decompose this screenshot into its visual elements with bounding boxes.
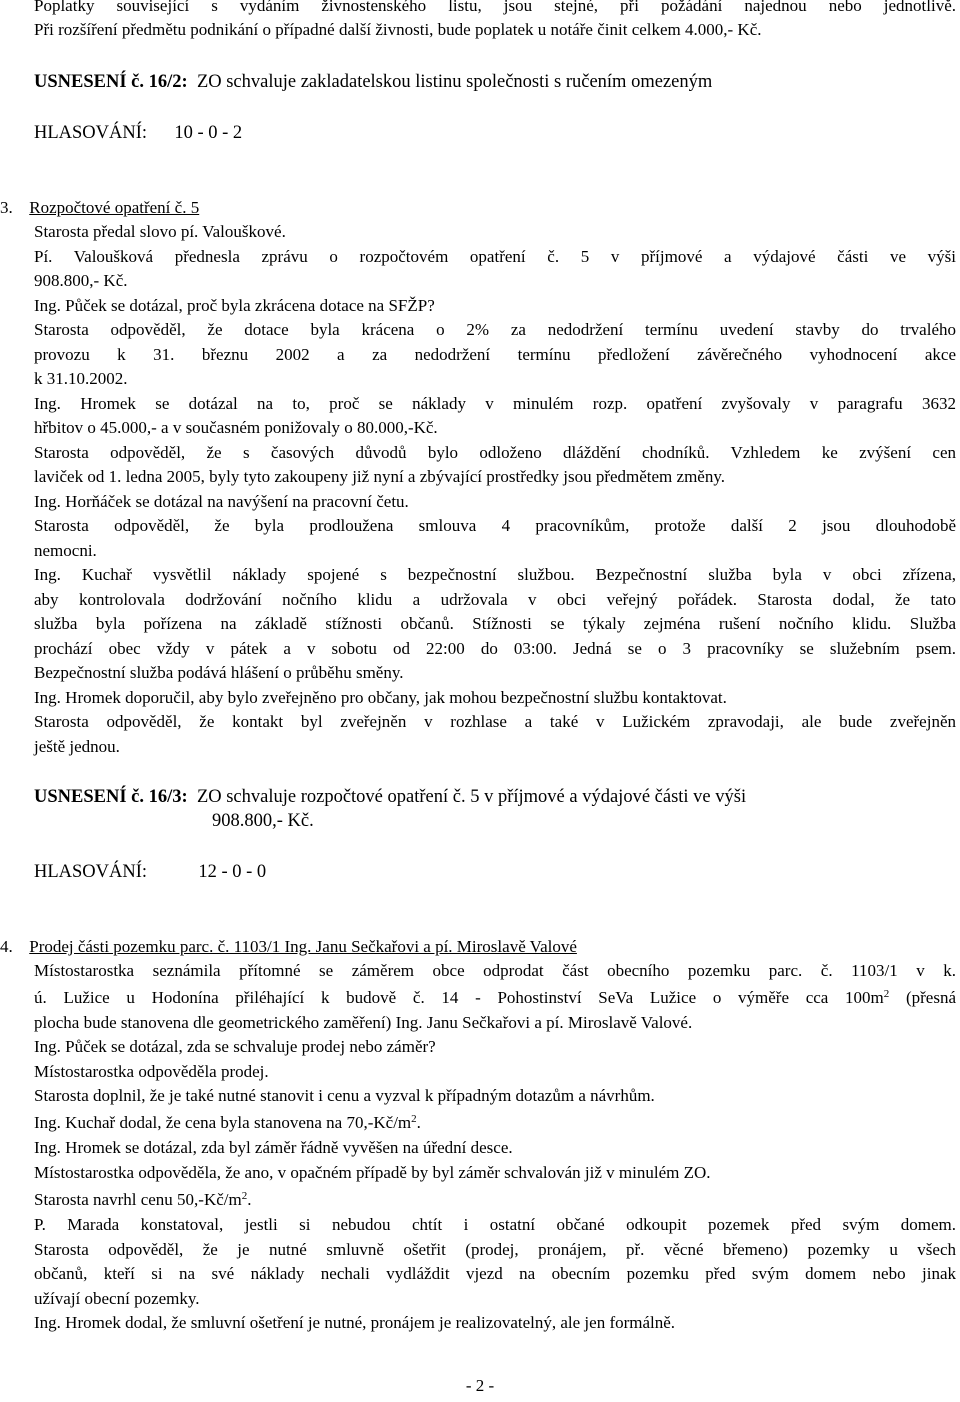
- paragraph-line: Ing. Hromek se dotázal na to, proč se náklady v minulém rozp. opatření zvyšovaly v paragrafu 3632: [34, 394, 956, 413]
- vote-16-3: [34, 860, 266, 885]
- paragraph-line: služba byla pořízena na základě stížnosti občanů. Stížnosti se týkaly zejména rušení nočního klidu. Služba: [34, 614, 956, 633]
- paragraph-line: Ing. Hromek doporučil, aby bylo zveřejněno pro občany, jak mohou bezpečnostní službu kontaktovat.: [34, 688, 727, 707]
- vote-label: HLASOVÁNÍ:: [34, 123, 148, 143]
- paragraph-line: prochází obec vždy v pátek a v sobotu od 22:00 do 03:00. Jedná se o 3 pracovníky se služebním psem.: [34, 639, 956, 658]
- paragraph-line: Ing. Půček se dotázal, proč byla zkrácena dotace na SFŽP?: [34, 296, 435, 315]
- paragraph-line: Ing. Kuchař vysvětlil náklady spojené s bezpečnostní službou. Bezpečnostní služba byla v obci zřízena,: [34, 565, 956, 584]
- paragraph-line: laviček od 1. ledna 2005, byly tyto zakoupeny již nyní a zbývající prostředky jsou předmětem změny.: [34, 467, 725, 486]
- intro-line: Poplatky související s vydáním živnostenského listu, jsou stejné, při požádání najednou nebo jednotlivě.: [34, 0, 956, 15]
- paragraph-line: Starosta odpověděl, že byla prodloužena smlouva 4 pracovníkům, protože další 2 jsou dlouhodobě: [34, 516, 956, 535]
- text-span: ú. Lužice u Hodonína přiléhající k budově č. 14 - Pohostinství SeVa Lužice o výměře cca 100m: [34, 988, 884, 1007]
- resolution-label: USNESENÍ č. 16/3:: [34, 787, 188, 807]
- item-title: Prodej části pozemku parc. č. 1103/1 Ing. Janu Sečkařovi a pí. Miroslavě Valové: [29, 937, 577, 956]
- paragraph-line: k 31.10.2002.: [34, 369, 128, 388]
- paragraph-line: 908.800,- Kč.: [34, 271, 128, 290]
- superscript: 2: [241, 1190, 248, 1202]
- superscript: 2: [883, 988, 890, 1000]
- superscript: 2: [411, 1113, 417, 1125]
- resolution-label: USNESENÍ č. 16/2:: [34, 72, 188, 92]
- vote-label: HLASOVÁNÍ:: [34, 862, 148, 882]
- text-span: Ing. Kuchař dodal, že cena byla stanovena na 70,-Kč/m: [34, 1113, 412, 1132]
- item-3-heading: [0, 196, 199, 221]
- paragraph-line: Starosta předal slovo pí. Valouškové.: [34, 222, 286, 241]
- paragraph-line: Starosta odpověděl, že je nutné smluvně ošetřit (prodej, pronájem, př. věcné břemeno) pozemky u všech: [34, 1240, 956, 1259]
- paragraph-line: [34, 1111, 421, 1136]
- resolution-text: ZO schvaluje rozpočtové opatření č. 5 v příjmové a výdajové části ve výši: [196, 787, 747, 807]
- paragraph-line: Ing. Horňáček se dotázal na navýšení na pracovní četu.: [34, 492, 409, 511]
- paragraph-line: provozu k 31. březnu 2002 a za nedodržení termínu předložení závěrečného vyhodnocení akce: [34, 345, 956, 364]
- resolution-16-2: [34, 70, 712, 95]
- paragraph-line: plocha bude stanovena dle geometrického zaměření) Ing. Janu Sečkařovi a pí. Miroslavě Valové.: [34, 1013, 693, 1032]
- paragraph-line: Starosta doplnil, že je také nutné stanovit i cenu a vyzval k případným dotazům a návrhům.: [34, 1086, 655, 1105]
- paragraph-line: užívají obecní pozemky.: [34, 1289, 200, 1308]
- intro-line: Při rozšíření předmětu podnikání o případné další živnosti, bude poplatek u notáře činit celkem 4.000,- Kč.: [34, 20, 762, 39]
- paragraph-line: Ing. Hromek se dotázal, zda byl záměr řádně vyvěšen na úřední desce.: [34, 1138, 513, 1157]
- text-span: Starosta navrhl cenu 50,-Kč/m: [34, 1190, 242, 1209]
- paragraph-line: nemocni.: [34, 541, 97, 560]
- text-span: .: [247, 1190, 252, 1209]
- paragraph-line: Bezpečnostní služba podává hlášení o průběhu směny.: [34, 663, 404, 682]
- paragraph-line: aby kontrolovala dodržování nočního klidu a udržovala v obci veřejný pořádek. Starosta dodal, že tato: [34, 590, 956, 609]
- item-number: 3.: [0, 198, 13, 217]
- item-4-heading: [0, 935, 577, 960]
- vote-result: 12 - 0 - 0: [198, 862, 267, 882]
- item-title: Rozpočtové opatření č. 5: [29, 198, 200, 217]
- resolution-text: ZO schvaluje zakladatelskou listinu společnosti s ručením omezeným: [196, 72, 713, 92]
- paragraph-line: Starosta odpověděl, že s časových důvodů bylo odloženo dláždění chodníků. Vzhledem ke zvýšení cen: [34, 443, 956, 462]
- paragraph-line: Starosta odpověděl, že dotace byla krácena o 2% za nedodržení termínu uvedení stavby do trvalého: [34, 320, 956, 339]
- paragraph-line: ještě jednou.: [34, 737, 120, 756]
- paragraph-line: P. Marada konstatoval, jestli si nebudou chtít i ostatní občané odkoupit pozemek před svým domem.: [34, 1215, 956, 1234]
- paragraph-line: Pí. Valoušková přednesla zprávu o rozpočtovém opatření č. 5 v příjmové a výdajové části ve výši: [34, 247, 956, 266]
- vote-16-2: [34, 121, 242, 146]
- paragraph-line: Místostarostka seznámila přítomné se záměrem obce odprodat část obecního pozemku parc. č. 1103/1 v k.: [34, 961, 956, 980]
- paragraph-line: občanů, kteří si na své náklady nechali vydláždit vjezd na obecním pozemku před svým domem nebo jinak: [34, 1264, 956, 1283]
- text-span: (přesná: [889, 988, 956, 1007]
- item-number: 4.: [0, 937, 13, 956]
- text-span: .: [416, 1113, 421, 1132]
- paragraph-line: hřbitov o 45.000,- a v současném ponižovaly o 80.000,-Kč.: [34, 418, 438, 437]
- resolution-16-3: [34, 785, 746, 810]
- paragraph-line: [34, 1188, 251, 1213]
- paragraph-line: Místostarostka odpověděla, že ano, v opačném případě by byl záměr schvalován již v minulém ZO.: [34, 1163, 711, 1182]
- vote-result: 10 - 0 - 2: [174, 123, 243, 143]
- paragraph-line: Ing. Půček se dotázal, zda se schvaluje prodej nebo záměr?: [34, 1037, 436, 1056]
- page-number: - 2 -: [465, 1376, 495, 1395]
- paragraph-line: Místostarostka odpověděla prodej.: [34, 1062, 269, 1081]
- resolution-text-cont: 908.800,- Kč.: [212, 811, 314, 831]
- paragraph-line: Ing. Hromek dodal, že smluvní ošetření je nutné, pronájem je realizovatelný, ale jen formálně.: [34, 1313, 676, 1332]
- paragraph-line: Starosta odpověděl, že kontakt byl zveřejněn v rozhlase a také v Lužickém zpravodaji, ale bude zveřejněn: [34, 712, 956, 731]
- paragraph-line: [34, 986, 956, 1011]
